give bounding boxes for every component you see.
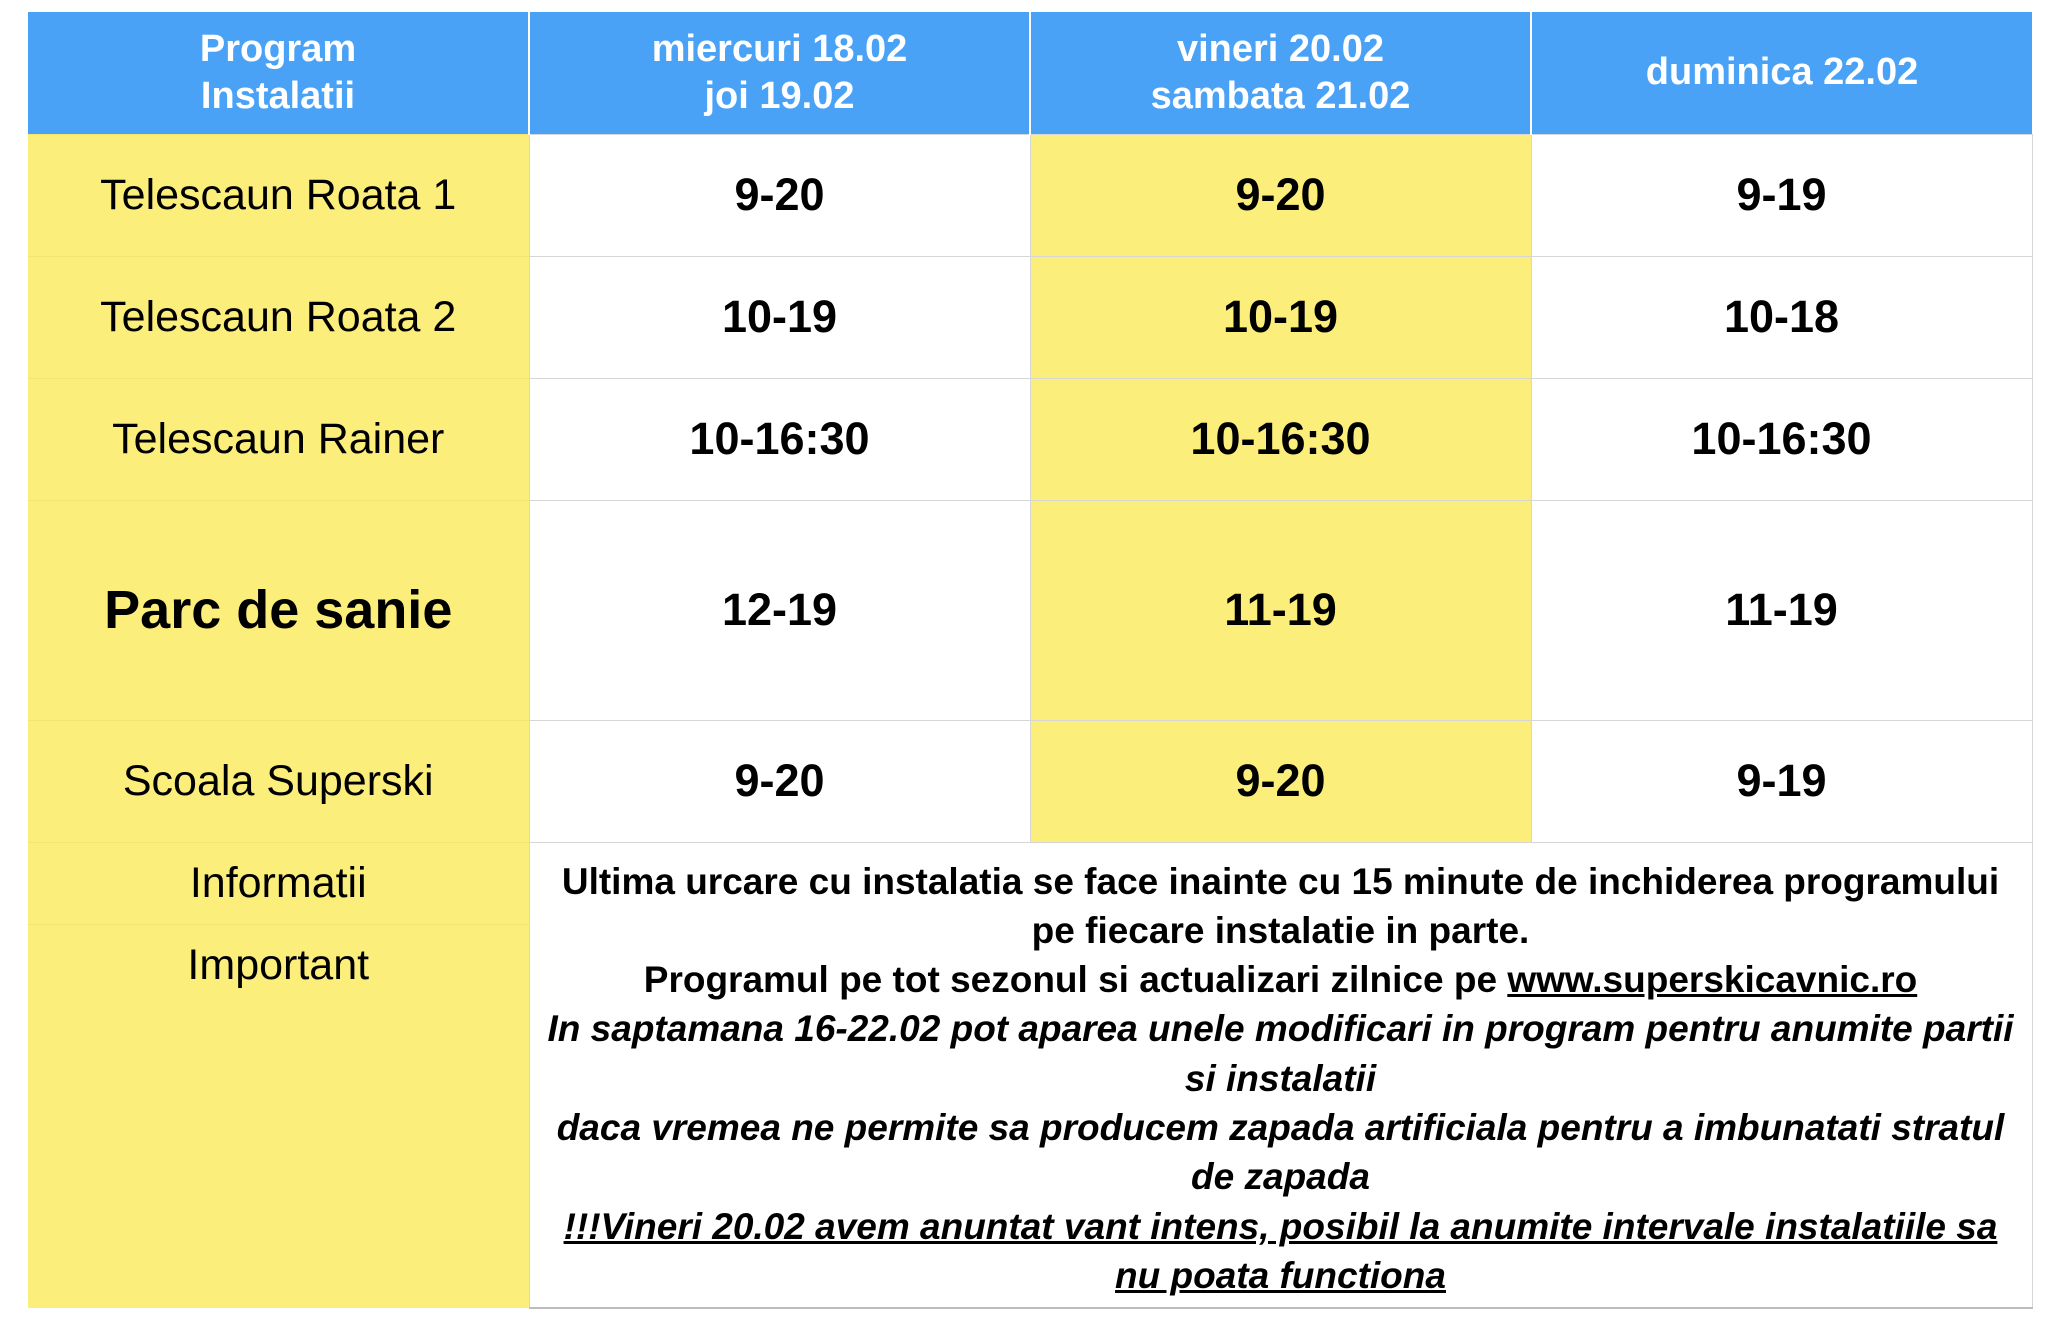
hours-cell: 10-19 [529, 256, 1030, 378]
hours-cell: 9-19 [1531, 720, 2032, 842]
hours-cell: 9-20 [529, 134, 1030, 256]
info-wind-warning: !!!Vineri 20.02 avem anuntat vant intens, posibil la anumite intervale instalatiile sa nu poata functiona [563, 1205, 1998, 1296]
hours-cell: 11-19 [1030, 500, 1531, 720]
info-last-ride-note: Ultima urcare cu instalatia se face inainte cu 15 minute de inchiderea programului pe fiecare instalatie in parte. [561, 860, 2000, 951]
info-label-cell [28, 842, 529, 1308]
header-col1-line2: joi 19.02 [704, 74, 855, 117]
hours-cell: 9-20 [1030, 134, 1531, 256]
header-col0-line1: Program [199, 27, 357, 70]
hours-cell: 10-18 [1531, 256, 2032, 378]
header-col2-line1: vineri 20.02 [1176, 27, 1385, 70]
hours-cell: 10-19 [1030, 256, 1531, 378]
info-text-cell [529, 842, 2032, 1308]
hours-cell: 9-20 [529, 720, 1030, 842]
hours-cell: 11-19 [1531, 500, 2032, 720]
table-row [28, 720, 2032, 842]
row-name: Telescaun Roata 2 [28, 256, 529, 378]
table-row [28, 500, 2032, 720]
info-program-note [540, 955, 2022, 1004]
table-row [28, 378, 2032, 500]
hours-cell: 12-19 [529, 500, 1030, 720]
hours-cell: 10-16:30 [529, 378, 1030, 500]
table-row [28, 134, 2032, 256]
header-row [28, 12, 2032, 134]
header-duminica [1531, 12, 2032, 134]
info-label-important: Important [28, 924, 529, 1006]
header-vineri-sambata [1030, 12, 1531, 134]
info-row [28, 842, 2032, 1308]
row-name: Telescaun Roata 1 [28, 134, 529, 256]
row-name: Telescaun Rainer [28, 378, 529, 500]
row-name: Parc de sanie [28, 500, 529, 720]
hours-cell: 9-20 [1030, 720, 1531, 842]
header-col0-line2: Instalatii [200, 74, 356, 117]
schedule-table [28, 12, 2033, 1309]
hours-cell: 9-19 [1531, 134, 2032, 256]
info-week-changes-note: In saptamana 16-22.02 pot aparea unele modificari in program pentru anumite partii si instalatii [547, 1008, 2014, 1099]
website-link[interactable]: www.superskicavnic.ro [1507, 959, 1918, 1001]
hours-cell: 10-16:30 [1531, 378, 2032, 500]
table-row [28, 256, 2032, 378]
hours-cell: 10-16:30 [1030, 378, 1531, 500]
header-miercuri-joi [529, 12, 1030, 134]
header-col3-line1: duminica 22.02 [1645, 51, 1919, 94]
header-col2-line2: sambata 21.02 [1150, 74, 1411, 117]
info-label-informatii: Informatii [189, 858, 367, 907]
row-name: Scoala Superski [28, 720, 529, 842]
info-program-text: Programul pe tot sezonul si actualizari zilnice pe [643, 959, 1508, 1001]
header-program-instalatii [28, 12, 529, 134]
header-col1-line1: miercuri 18.02 [651, 27, 908, 70]
info-snowmaking-note: daca vremea ne permite sa producem zapada artificiala pentru a imbunatati stratul de zapada [556, 1106, 2005, 1198]
